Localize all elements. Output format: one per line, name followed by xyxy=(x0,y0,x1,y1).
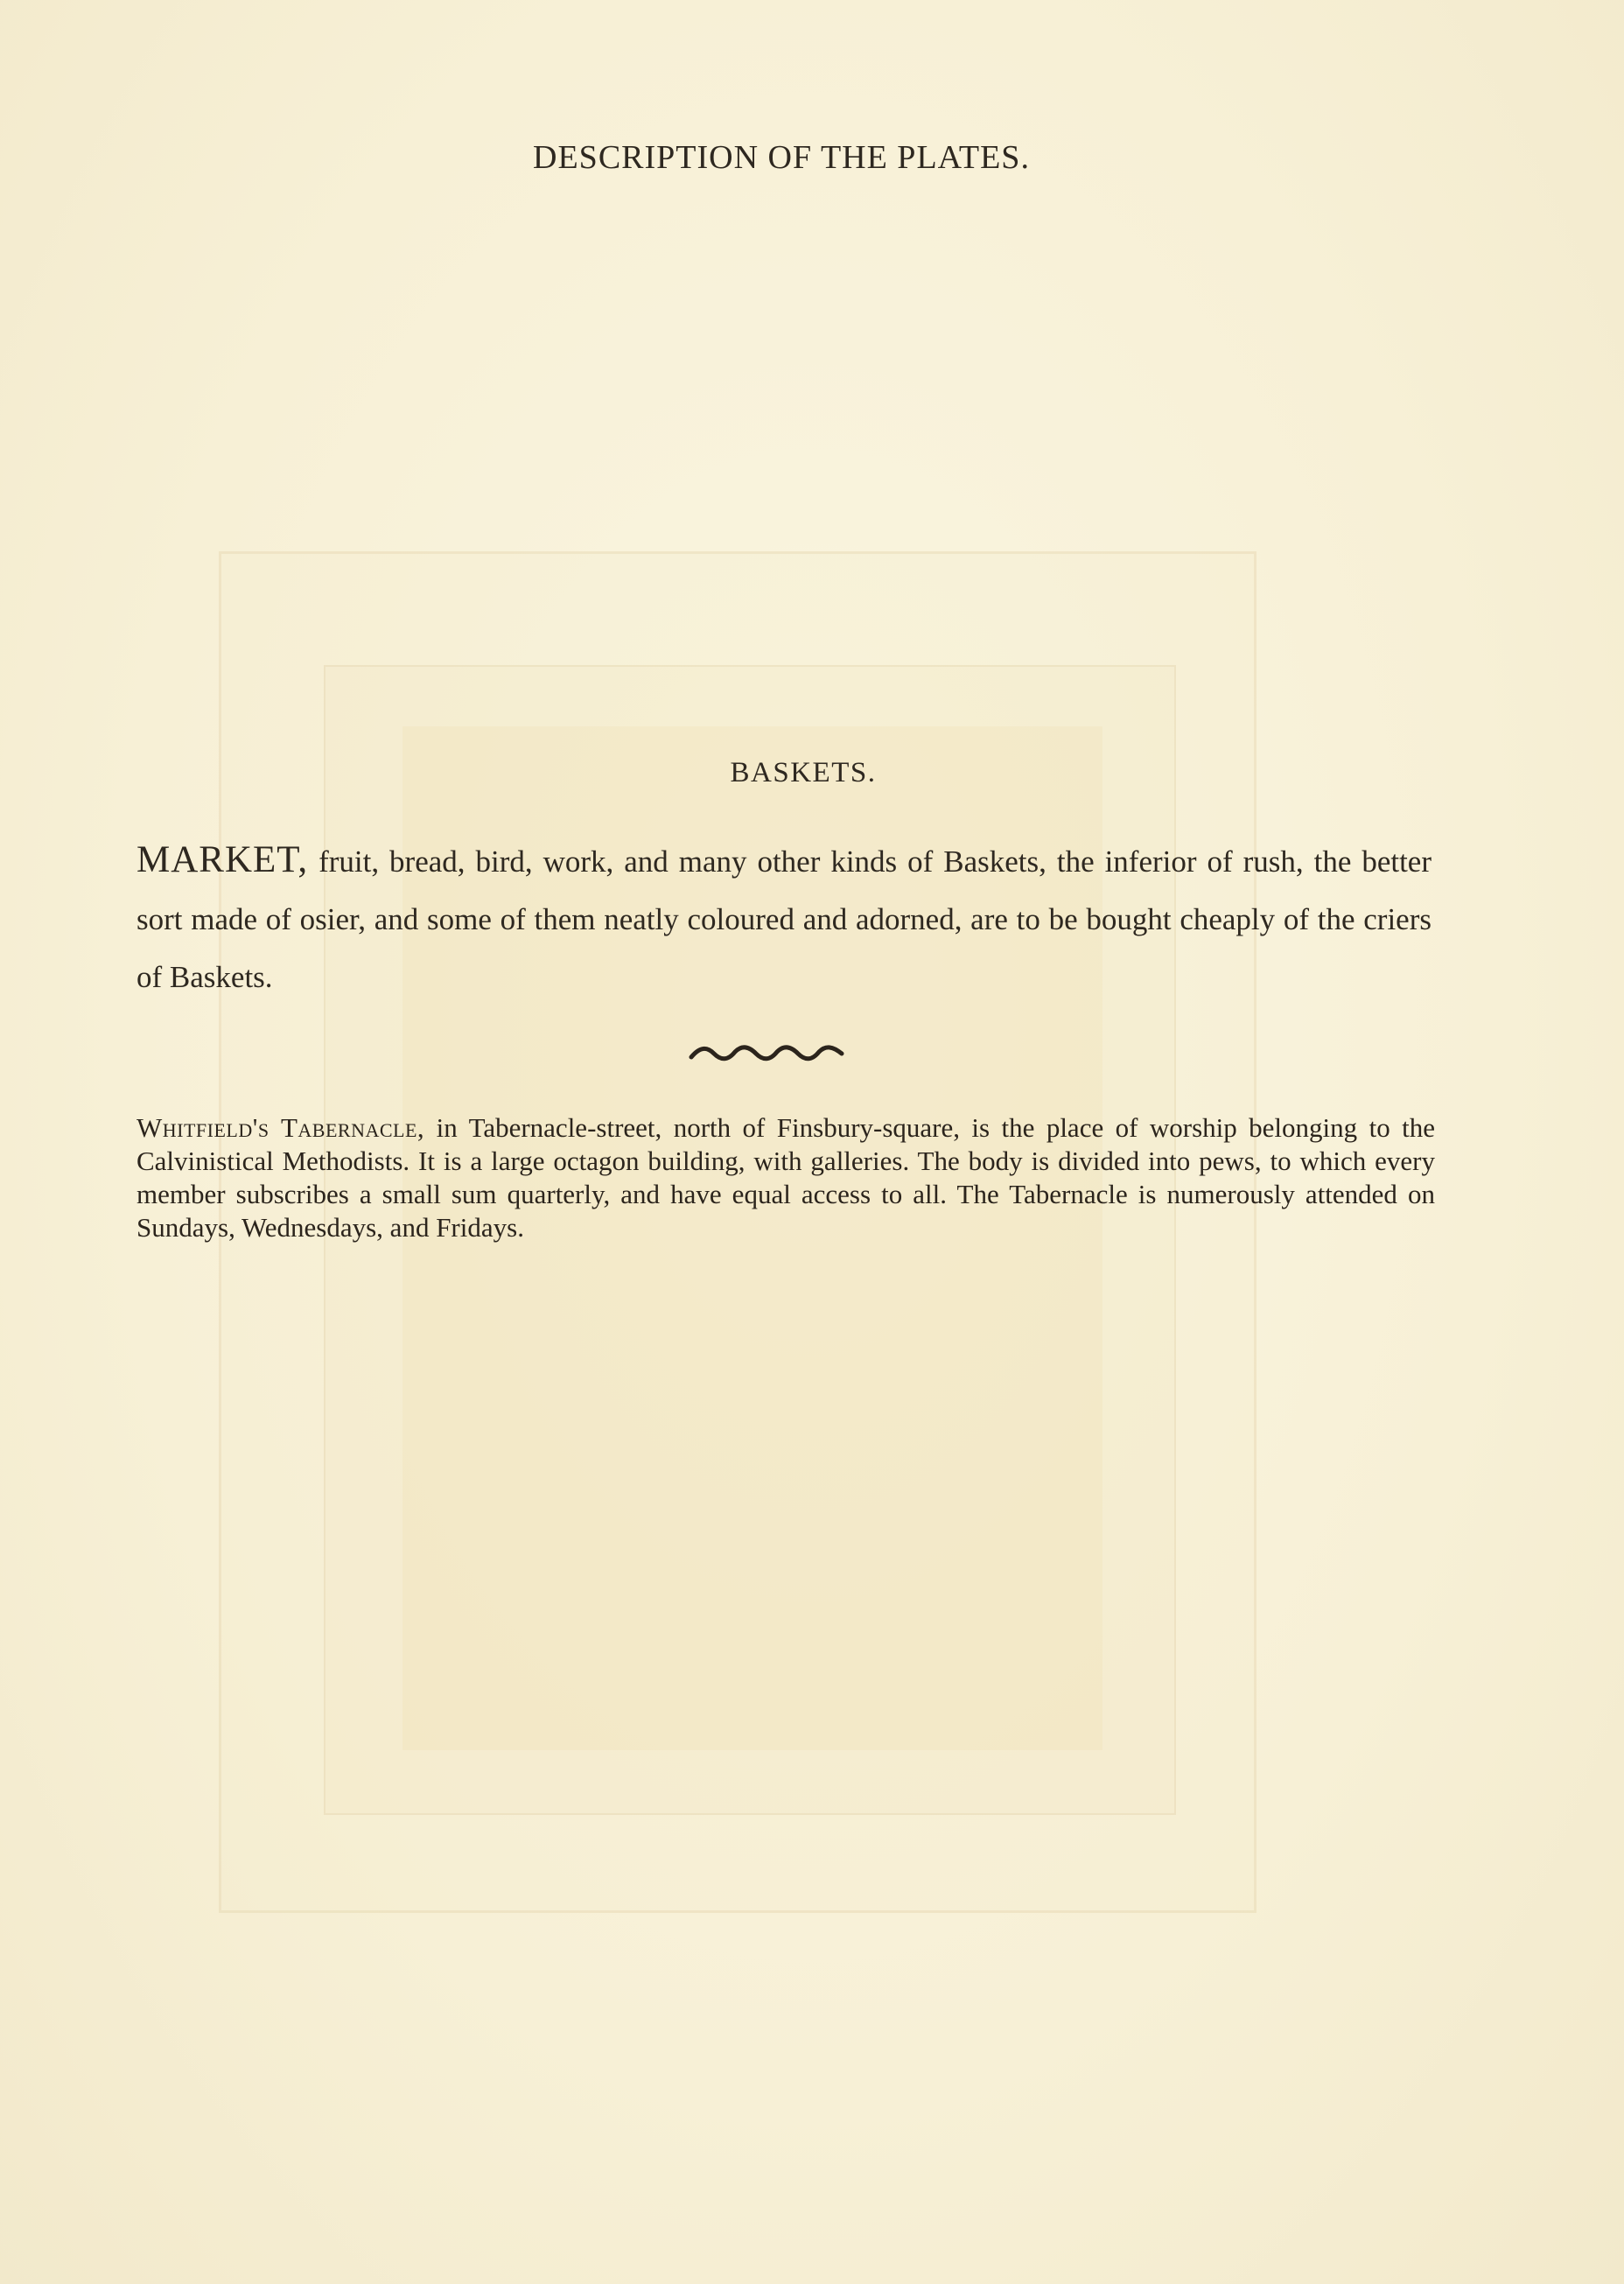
lead-text: fruit, bread, bird, work, and many other kinds of Baskets, the inferior of rush, the better sort made of osier, and some of them neatly coloured and adorned, are to be bought cheaply of the criers of Baskets. xyxy=(136,844,1432,994)
lead-first-word: MARKET, xyxy=(136,839,309,880)
running-head: DESCRIPTION OF THE PLATES. xyxy=(533,139,1030,176)
tabernacle-note xyxy=(136,1111,1435,1244)
section-title: BASKETS. xyxy=(730,757,877,788)
lead-paragraph xyxy=(136,831,1432,1006)
note-text: in Tabernacle-street, north of Finsbury-square, is the place of worship belonging to the Calvinistical Methodists. It is a large octagon building, with galleries. The body is divided into pews, to which every member subscribes a small sum quarterly, and have equal access to all. The Tabernacle is numerously attended on Sundays, Wednesdays, and Fridays. xyxy=(136,1112,1435,1243)
note-name-1: Whitfield's xyxy=(136,1112,270,1143)
wavy-rule-ornament-icon xyxy=(688,1043,845,1064)
note-name-2: Tabernacle, xyxy=(280,1112,425,1143)
